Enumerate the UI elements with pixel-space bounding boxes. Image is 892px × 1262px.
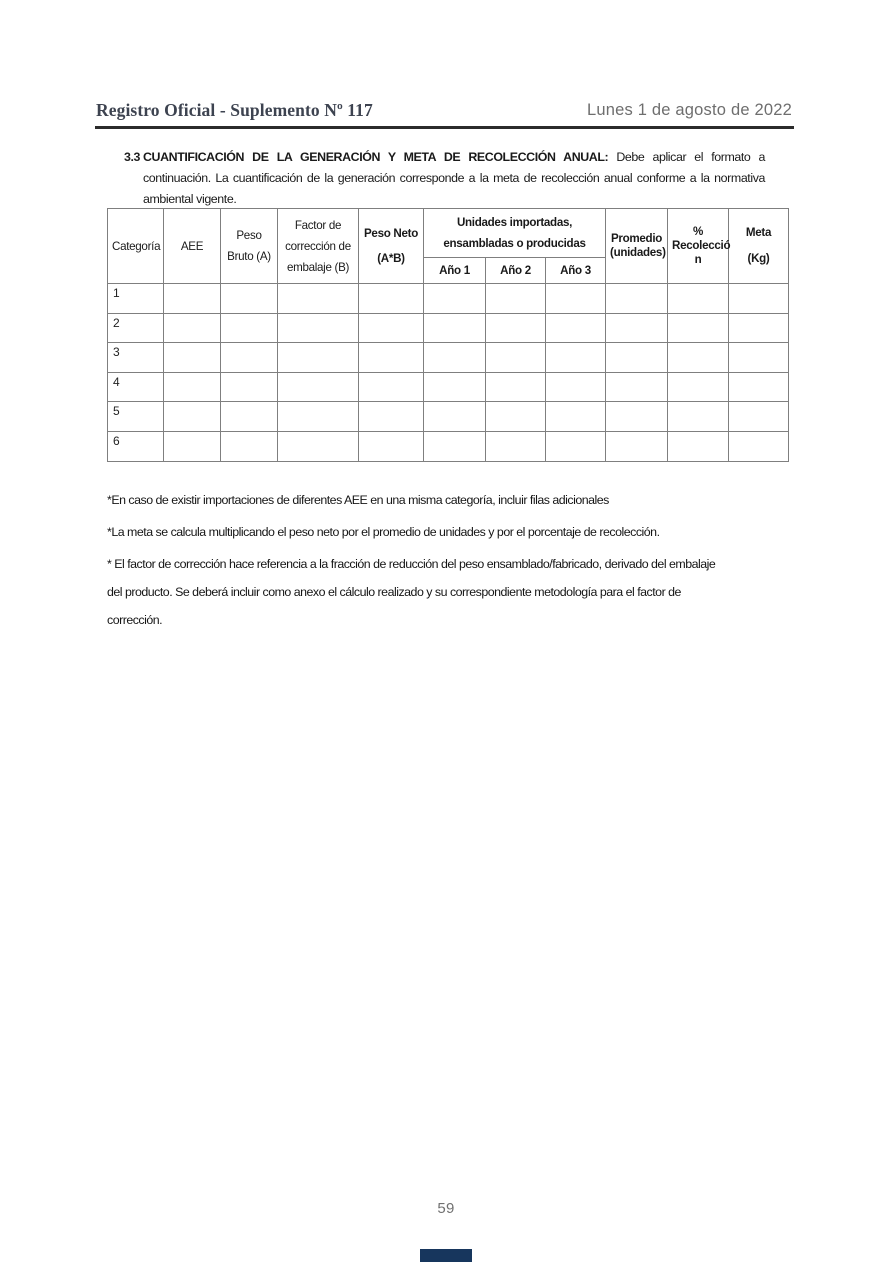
empty-cell: [278, 284, 359, 314]
page-header-title: Registro Oficial - Suplemento Nº 117: [96, 100, 373, 120]
empty-cell: [221, 343, 278, 373]
empty-cell: [486, 431, 546, 461]
empty-cell: [668, 313, 729, 343]
empty-cell: [546, 372, 606, 402]
header-recoleccion: [668, 209, 729, 284]
section-paragraph: [143, 147, 765, 210]
empty-cell: [424, 343, 486, 373]
empty-cell: [606, 343, 668, 373]
footnote: *La meta se calcula multiplicando el peso neto por el promedio de unidades y por el porcentaje de recolección.: [107, 525, 660, 539]
empty-cell: [359, 431, 424, 461]
header-recoleccion-line2: Recolecció: [672, 239, 731, 252]
empty-cell: [668, 402, 729, 432]
header-meta-line2: (Kg): [747, 252, 770, 265]
empty-cell: [359, 343, 424, 373]
empty-cell: [164, 313, 221, 343]
empty-cell: [278, 402, 359, 432]
empty-cell: [359, 284, 424, 314]
empty-cell: [729, 313, 789, 343]
empty-cell: [278, 431, 359, 461]
empty-cell: [546, 402, 606, 432]
empty-cell: [486, 343, 546, 373]
empty-cell: [606, 431, 668, 461]
empty-cell: [164, 431, 221, 461]
empty-cell: [221, 313, 278, 343]
empty-cell: [278, 372, 359, 402]
empty-cell: [668, 431, 729, 461]
row-label: 3: [108, 343, 164, 373]
empty-cell: [164, 372, 221, 402]
empty-cell: [164, 284, 221, 314]
empty-cell: [486, 372, 546, 402]
footnote: *En caso de existir importaciones de diferentes AEE en una misma categoría, incluir filas adicionales: [107, 493, 609, 507]
empty-cell: [729, 372, 789, 402]
header-unidades-group: Unidades importadas, ensambladas o producidas: [424, 209, 606, 258]
row-label: 6: [108, 431, 164, 461]
header-rule: [95, 126, 794, 129]
empty-cell: [546, 343, 606, 373]
empty-cell: [729, 431, 789, 461]
empty-cell: [606, 402, 668, 432]
header-peso-bruto-line2: Bruto (A): [227, 250, 271, 263]
footnote: * El factor de corrección hace referencia a la fracción de reducción del peso ensamblado/fabricado, derivado del embalaje del producto. Se deberá incluir como anexo el cálculo realizado y su correspondiente metodología para el factor de corrección.: [107, 557, 716, 627]
empty-cell: [729, 343, 789, 373]
section-3-3: [124, 147, 765, 210]
header-peso-neto-line1: Peso Neto: [364, 226, 418, 240]
empty-cell: [221, 431, 278, 461]
empty-cell: [164, 343, 221, 373]
section-heading: CUANTIFICACIÓN DE LA GENERACIÓN Y META DE RECOLECCIÓN ANUAL:: [143, 150, 609, 164]
empty-cell: [424, 431, 486, 461]
section-body: Debe aplicar el formato a continuación. La cuantificación de la generación corresponde a la meta de recolección anual conforme a la normativa ambiental vigente.: [143, 150, 766, 206]
empty-cell: [359, 313, 424, 343]
row-label: 1: [108, 284, 164, 314]
header-categoria: Categoría: [108, 209, 164, 284]
footer-navy-mark: [420, 1249, 472, 1262]
empty-cell: [668, 284, 729, 314]
empty-cell: [278, 343, 359, 373]
row-label: 4: [108, 372, 164, 402]
header-peso-bruto-line1: Peso: [236, 229, 262, 242]
empty-cell: [668, 343, 729, 373]
header-recoleccion-line1: %: [693, 225, 704, 238]
empty-cell: [359, 402, 424, 432]
table-row: [108, 372, 789, 402]
header-anio-1: Año 1: [424, 258, 486, 284]
page-number: 59: [437, 1200, 455, 1217]
empty-cell: [424, 372, 486, 402]
footnotes: [107, 486, 729, 638]
header-peso-neto-line2: (A*B): [377, 251, 405, 265]
header-peso-neto: [359, 209, 424, 284]
header-factor-correccion: Factor de corrección de embalaje (B): [278, 209, 359, 284]
table-row: [108, 284, 789, 314]
header-recoleccion-line3: n: [694, 253, 702, 266]
empty-cell: [278, 313, 359, 343]
empty-cell: [359, 372, 424, 402]
empty-cell: [164, 402, 221, 432]
empty-cell: [424, 313, 486, 343]
header-anio-3: Año 3: [546, 258, 606, 284]
row-label: 5: [108, 402, 164, 432]
empty-cell: [486, 402, 546, 432]
table-row: [108, 431, 789, 461]
empty-cell: [606, 313, 668, 343]
empty-cell: [221, 402, 278, 432]
header-meta-line1: Meta: [745, 226, 772, 239]
empty-cell: [668, 372, 729, 402]
table-row: [108, 313, 789, 343]
table-row: [108, 402, 789, 432]
header-peso-bruto: [221, 209, 278, 284]
empty-cell: [729, 402, 789, 432]
empty-cell: [546, 431, 606, 461]
empty-cell: [546, 313, 606, 343]
empty-cell: [606, 372, 668, 402]
empty-cell: [606, 284, 668, 314]
row-label: 2: [108, 313, 164, 343]
empty-cell: [546, 284, 606, 314]
empty-cell: [424, 284, 486, 314]
header-promedio-line1: Promedio: [610, 232, 663, 245]
header-meta: [729, 209, 789, 284]
page-header-date: Lunes 1 de agosto de 2022: [586, 101, 792, 119]
header-aee: AEE: [164, 209, 221, 284]
empty-cell: [424, 402, 486, 432]
empty-cell: [486, 313, 546, 343]
header-promedio-line2: (unidades): [610, 246, 666, 259]
table-row: [108, 343, 789, 373]
generation-table: [107, 208, 789, 462]
empty-cell: [221, 372, 278, 402]
empty-cell: [221, 284, 278, 314]
empty-cell: [486, 284, 546, 314]
header-anio-2: Año 2: [486, 258, 546, 284]
header-promedio: [606, 209, 668, 284]
section-number: 3.3: [124, 150, 141, 164]
empty-cell: [729, 284, 789, 314]
